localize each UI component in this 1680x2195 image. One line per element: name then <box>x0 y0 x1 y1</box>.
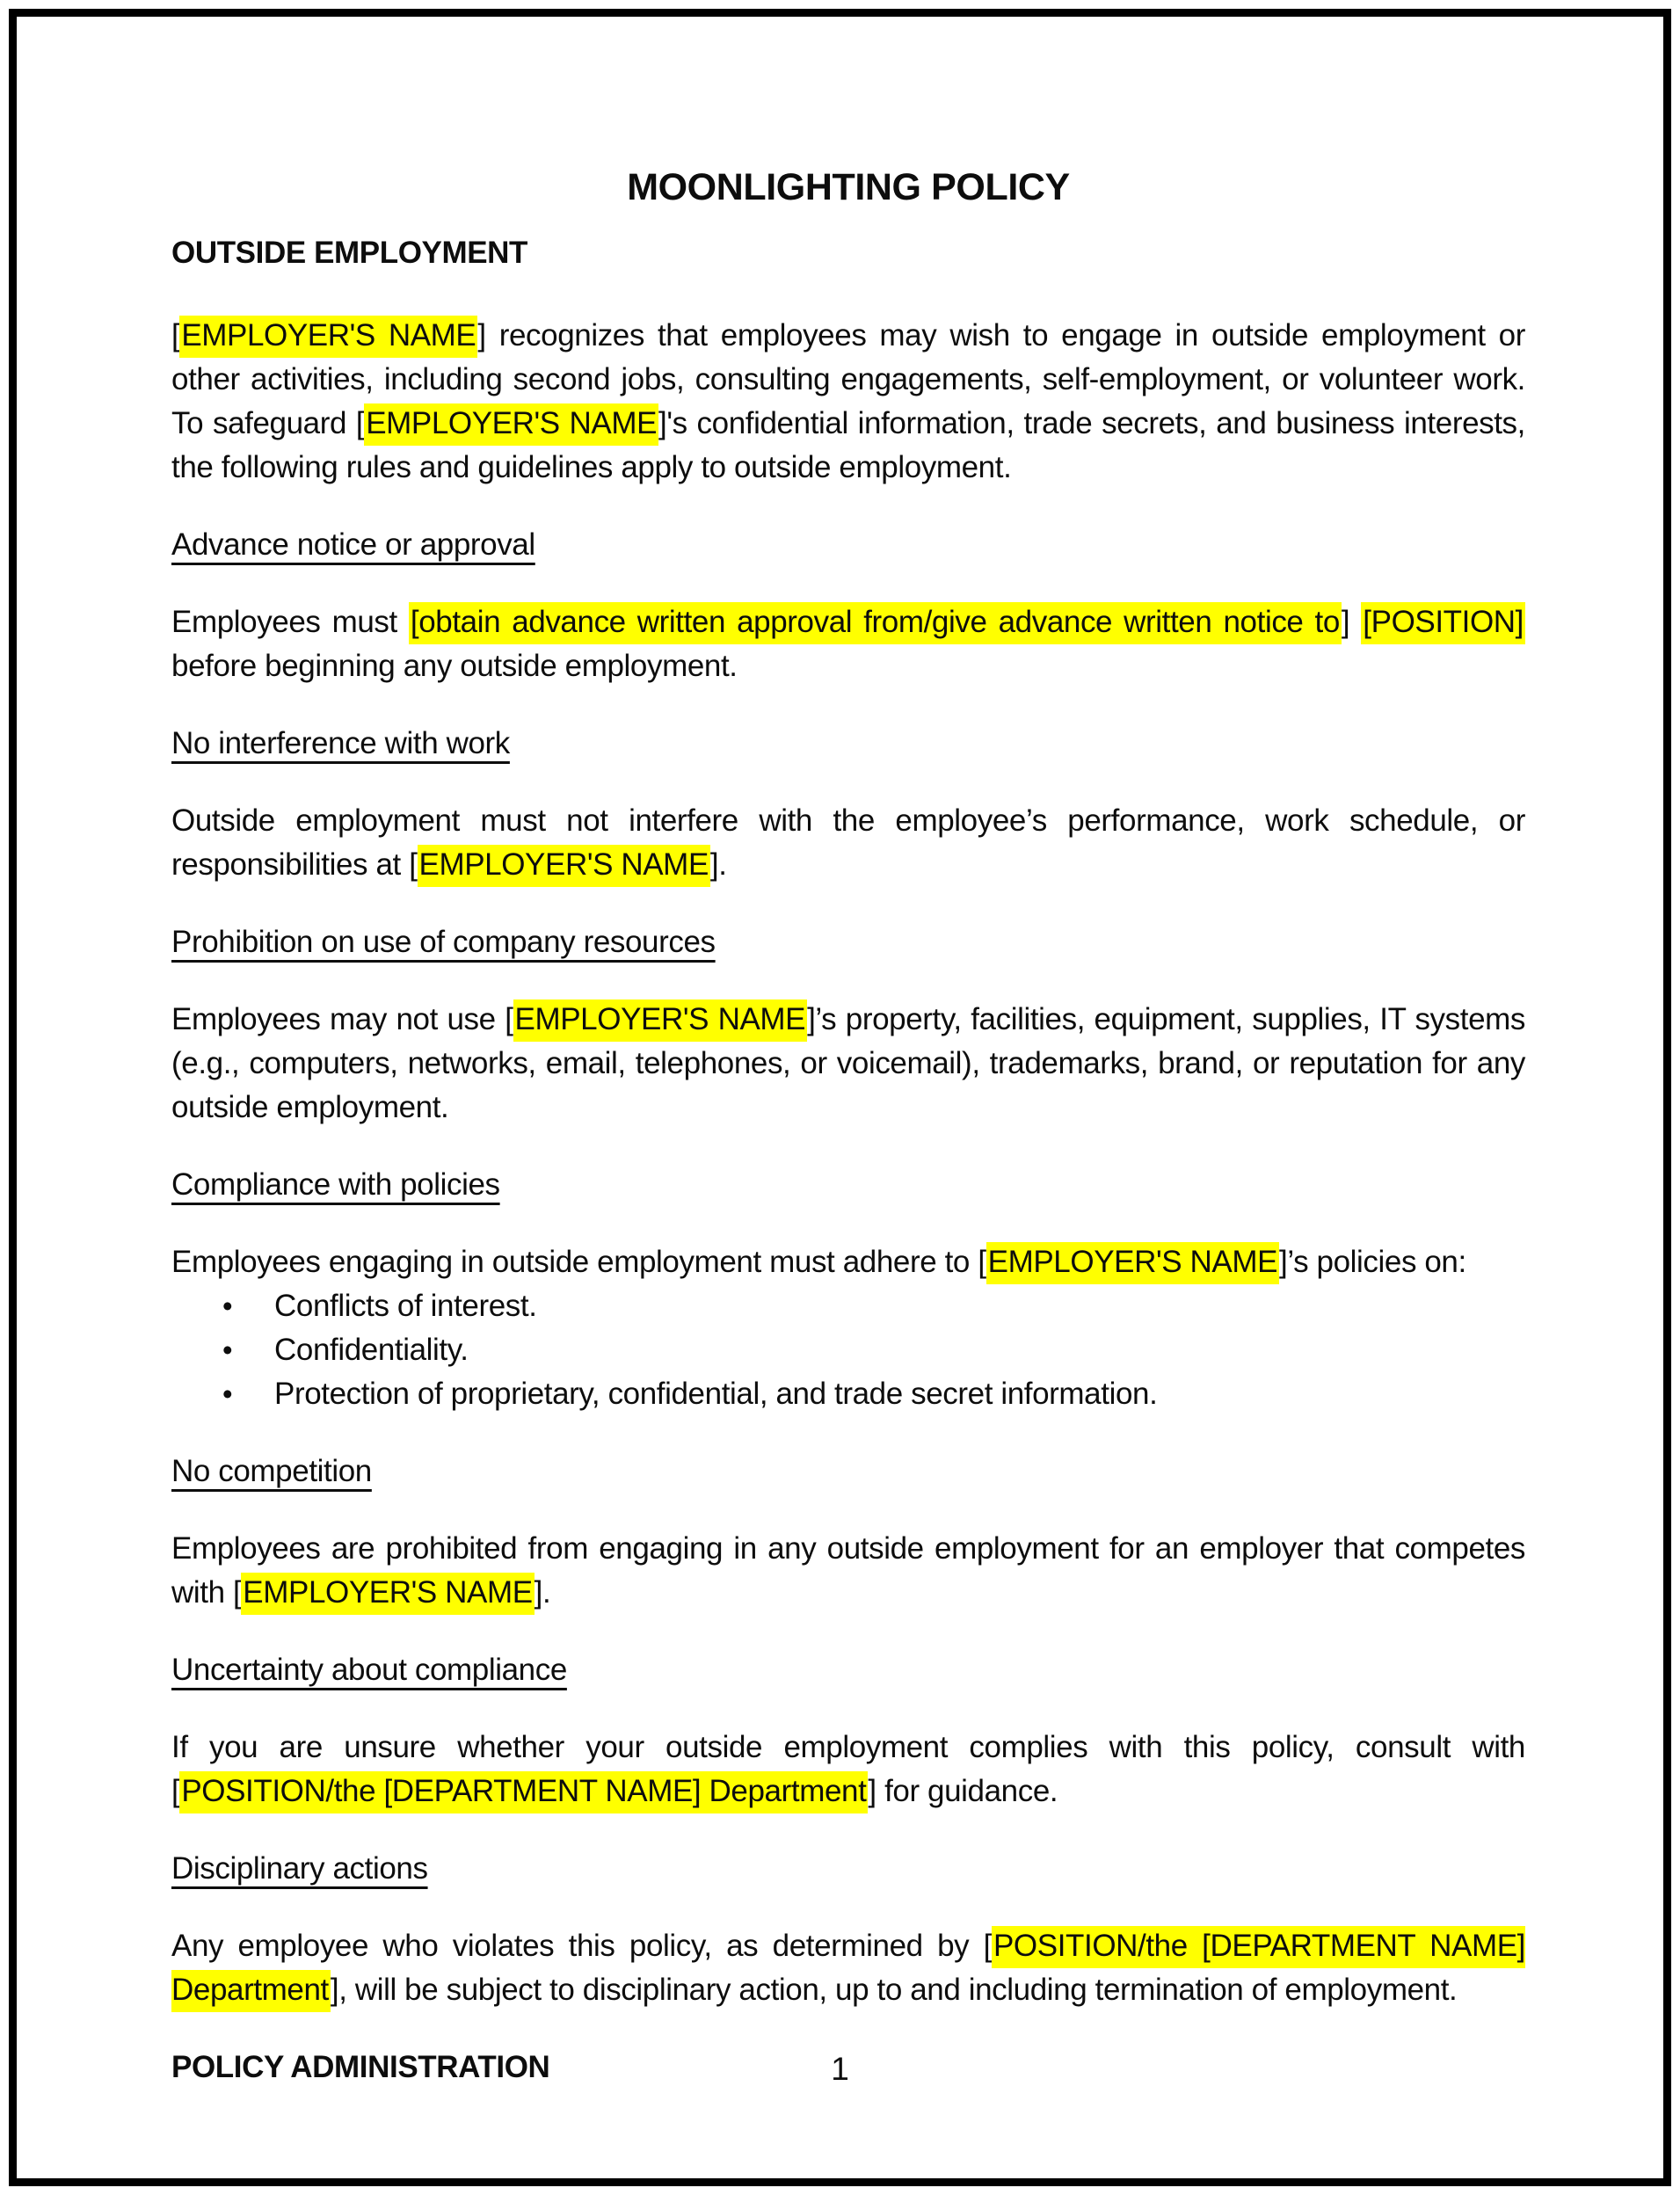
bullet-text: Conflicts of interest. <box>274 1289 537 1323</box>
placeholder-highlight: EMPLOYER'S NAME <box>418 845 710 887</box>
paragraph: Employees are prohibited from engaging in any outside employment for an employer that competes with [EMPLOYER'S NAME]. <box>171 1527 1525 1615</box>
paragraph: Employees must [obtain advance written approval from/give advance written notice to] [POSITION] before beginning any outside employment. <box>171 600 1525 688</box>
paragraph: Outside employment must not interfere with the employee’s performance, work schedule, or responsibilities at [EMPLOYER'S NAME]. <box>171 799 1525 887</box>
page-number: 1 <box>831 2051 849 2087</box>
placeholder-highlight: [POSITION] <box>1361 602 1525 644</box>
bullet-item <box>171 1284 1525 1328</box>
bullet-icon: • <box>222 1334 233 1366</box>
placeholder-highlight: POSITION/the [DEPARTMENT NAME] Department <box>179 1771 868 1813</box>
bullet-icon: • <box>222 1377 233 1410</box>
section-no-interference-with-work <box>171 722 1525 766</box>
bullet-icon: • <box>222 1290 233 1322</box>
paragraph: Employees engaging in outside employment must adhere to [EMPLOYER'S NAME]’s policies on: <box>171 1240 1525 1284</box>
bullet-item <box>171 1372 1525 1416</box>
heading-outside-employment: OUTSIDE EMPLOYMENT <box>171 236 528 270</box>
section-label: Compliance with policies <box>171 1167 500 1202</box>
section-prohibition-on-use-of-company-resources <box>171 920 1525 964</box>
section-label: Prohibition on use of company resources <box>171 925 716 959</box>
paragraph: Any employee who violates this policy, as determined by [POSITION/the [DEPARTMENT NAME] Department], will be subject to disciplinary action, up to and including termination of employment. <box>171 1924 1525 2012</box>
section-label: Uncertainty about compliance <box>171 1653 567 1687</box>
section-disciplinary-actions <box>171 1847 1525 1891</box>
bullet-text: Confidentiality. <box>274 1333 469 1367</box>
document-body <box>171 231 1525 2090</box>
placeholder-highlight: [obtain advance written approval from/give advance written notice to <box>409 602 1342 644</box>
bullet-item <box>171 1328 1525 1372</box>
placeholder-highlight: EMPLOYER'S NAME <box>986 1242 1279 1284</box>
placeholder-highlight: EMPLOYER'S NAME <box>241 1573 534 1615</box>
section-compliance-with-policies <box>171 1163 1525 1207</box>
paragraph: [EMPLOYER'S NAME] recognizes that employees may wish to engage in outside employment or other activities, including second jobs, consulting engagements, self-employment, or volunteer work. To safeguard [EMPLOYER'S NAME]'s confidential information, trade secrets, and business interests, the following rules and guidelines apply to outside employment. <box>171 314 1525 490</box>
section-advance-notice-or-approval <box>171 523 1525 567</box>
heading-policy-administration: POLICY ADMINISTRATION <box>171 2050 550 2084</box>
bullet-list <box>171 1284 1525 1416</box>
document-title: MOONLIGHTING POLICY <box>627 166 1070 208</box>
paragraph: If you are unsure whether your outside employment complies with this policy, consult with [POSITION/the [DEPARTMENT NAME] Department] for guidance. <box>171 1726 1525 1813</box>
section-label: Disciplinary actions <box>171 1851 428 1886</box>
section-label: No competition <box>171 1454 372 1488</box>
placeholder-highlight: EMPLOYER'S NAME <box>179 316 477 358</box>
document-content <box>171 163 1525 2128</box>
paragraph: Employees may not use [EMPLOYER'S NAME]’s property, facilities, equipment, supplies, IT systems (e.g., computers, networks, email, telephones, or voicemail), trademarks, brand, or reputation for any outside employment. <box>171 998 1525 1130</box>
section-uncertainty-about-compliance <box>171 1648 1525 1692</box>
placeholder-highlight: EMPLOYER'S NAME <box>364 403 658 446</box>
bullet-text: Protection of proprietary, confidential, and trade secret information. <box>274 1377 1158 1411</box>
section-label: Advance notice or approval <box>171 527 535 562</box>
placeholder-highlight: EMPLOYER'S NAME <box>513 999 808 1042</box>
placeholder-highlight: POSITION/the [DEPARTMENT NAME] Department <box>171 1926 1525 2012</box>
section-label: No interference with work <box>171 726 510 760</box>
section-no-competition <box>171 1450 1525 1494</box>
